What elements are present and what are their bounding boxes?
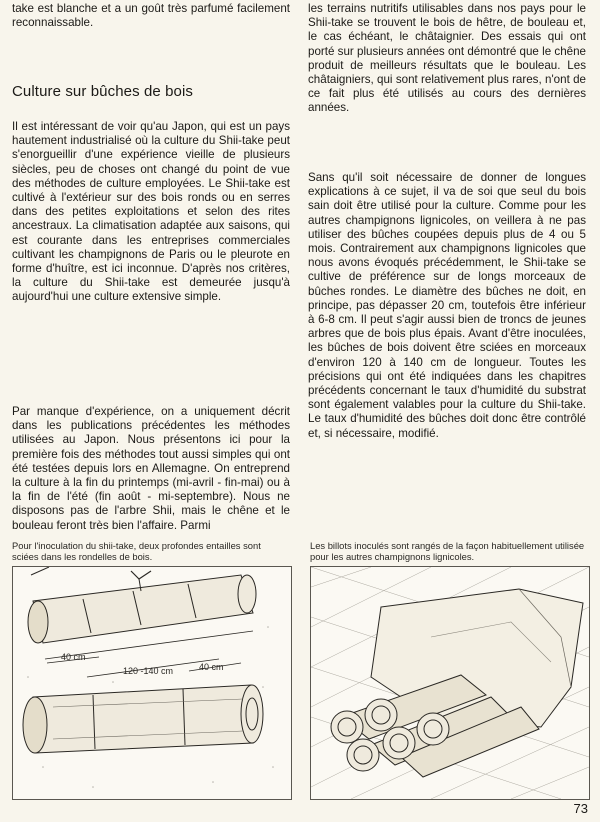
left-paragraph-2: Par manque d'expérience, on a uniquement décrit dans les publications précédentes les méthodes utilisées au Japon. Nous présentons ici pour la première fois des méthodes tout aussi simples qui ont été testées depuis lors en Allemagne. On entreprend la culture à la fin du printemps (mi-avril - fin-mai) ou à la fin de l'été (fin août - mi-septembre). Nous ne disposons pas de l'arbre Shii, mais le chêne et le bouleau feront très bien l'affaire. Parmi xyxy=(12,405,290,532)
left-paragraph-1: Il est intéressant de voir qu'au Japon, qui est un pays hautement industrialisé où la culture du Shii-take peut s'enorgueillir d'une expérience vieille de plusieurs siècles, peu de choses ont changé du point de vue des méthodes de culture employées. Le Shii-take est cultivé à l'extérieur sur des bois ronds ou en serres dans des petites exploitations et selon des rites ancestraux. La climatisation adaptée aux saisons, qui est courante dans les entreprises commerciales cultivant les champignons de Paris ou le pleurote en forme d'huître, est ici inconnue. D'après nos critères, la culture du Shii-take est demeurée jusqu'à aujourd'hui une culture extensive simple. xyxy=(12,120,290,304)
logs-sawing-illustration xyxy=(13,567,291,799)
left-figure-caption: Pour l'inoculation du shii-take, deux profondes entailles sont sciées dans les rondelles de bois. xyxy=(12,540,261,562)
dimension-label-1: 40 cm xyxy=(61,652,86,662)
right-paragraph-2: Sans qu'il soit nécessaire de donner de longues explications à ce sujet, il va de soi que seul du bois sain doit être utilisé pour la culture. Comme pour les autres champignons lignicoles, on veillera à ne pas utiliser des bûches coupées depuis plus de 4 ou 5 mois. Contrairement aux champignons lignicoles que nous avons évoqués précédemment, le Shii-take se cultive de préférence sur de longs morceaux de bûches rondes. Le diamètre des bûches ne doit, en principe, pas dépasser 20 cm, toutefois être inférieur à 6-8 cm. Il peut s'agir aussi bien de troncs de jeunes arbres que de bois plus épais. Avant d'être inoculées, les bûches de bois doivent être sciées en morceaux d'environ 120 à 140 cm de longueur. Toutes les précisions qui ont été indiquées dans les chapitres précédents concernant le taux d'humidité du substrat sont également valables pour la culture du Shii-take. Le taux d'humidité des bûches doit donc être contrôlé et, si nécessaire, modifié. xyxy=(308,171,586,440)
page-number: 73 xyxy=(573,801,588,816)
right-figure-caption: Les billots inoculés sont rangés de la façon habituellement utilisée pour les autres champignons lignicoles. xyxy=(310,540,585,562)
section-heading: Culture sur bûches de bois xyxy=(12,83,194,100)
right-figure xyxy=(310,566,590,800)
left-figure xyxy=(12,566,292,800)
dimension-label-3: 40 cm xyxy=(199,662,224,672)
dimension-label-2: 120 -140 cm xyxy=(123,666,174,676)
right-paragraph-1: les terrains nutritifs utilisables dans nos pays pour le Shii-take se trouvent le bois de hêtre, de bouleau et, le cas échéant, le châtaignier. Des essais qui ont porté sur plusieurs années ont démontré que le chêne produit de meilleurs résultats que le bouleau. Les châtaigniers, qui sont relativement plus rares, n'ont de ce fait plus été utilisés au cours des dernières années. xyxy=(308,2,586,115)
stacked-logs-illustration xyxy=(311,567,589,799)
intro-text: take est blanche et a un goût très parfumé facilement reconnaissable. xyxy=(12,2,290,30)
